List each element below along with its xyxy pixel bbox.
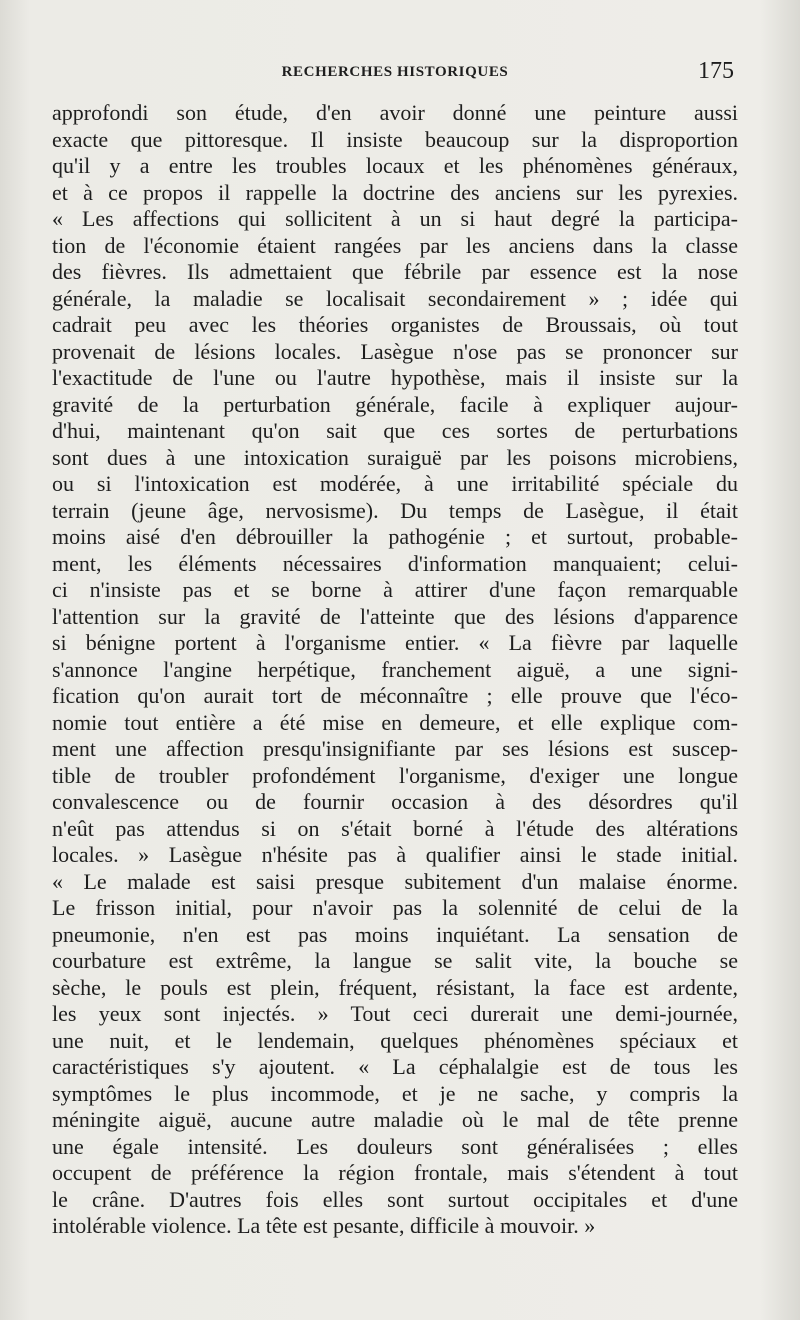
text-line: des fièvres. Ils admettaient que fébrile par essence est la nose: [52, 259, 738, 284]
text-line: exacte que pittoresque. Il insiste beaucoup sur la disproportion: [52, 126, 738, 152]
text-line: ment, les éléments nécessaires d'information manquaient; celui-: [52, 550, 738, 576]
text-line: moins aisé d'en débrouiller la pathogénie ; et surtout, probable-: [52, 524, 738, 549]
text-line: les yeux sont injectés. » Tout ceci durerait une demi-journée,: [52, 1001, 738, 1026]
text-line: si bénigne portent à l'organisme entier. « La fièvre par laquelle: [52, 630, 738, 655]
body-text: [52, 100, 738, 1240]
text-line: symptômes le plus incommode, et je ne sache, y compris la: [52, 1080, 738, 1106]
text-line: ou si l'intoxication est modérée, à une irritabilité spéciale du: [52, 471, 738, 496]
text-line: Le frisson initial, pour n'avoir pas la solennité de celui de la: [52, 895, 738, 920]
text-line: générale, la maladie se localisait secondairement » ; idée qui: [52, 285, 738, 311]
text-line: n'eût pas attendus si on s'était borné à l'étude des altérations: [52, 815, 738, 841]
text-line: ci n'insiste pas et se borne à attirer d'une façon remarquable: [52, 577, 738, 602]
text-line: occupent de préférence la région frontale, mais s'étendent à tout: [52, 1160, 738, 1185]
text-line: pneumonie, n'en est pas moins inquiétant. La sensation de: [52, 921, 738, 947]
text-line: « Le malade est saisi presque subitement d'un malaise énorme.: [52, 868, 738, 894]
text-line: courbature est extrême, la langue se salit vite, la bouche se: [52, 948, 738, 973]
text-line: d'hui, maintenant qu'on sait que ces sortes de perturbations: [52, 418, 738, 443]
text-line: nomie tout entière a été mise en demeure, et elle explique com-: [52, 709, 738, 735]
text-line: provenait de lésions locales. Lasègue n'ose pas se prononcer sur: [52, 338, 738, 364]
text-line: locales. » Lasègue n'hésite pas à qualifier ainsi le stade initial.: [52, 842, 738, 867]
text-line: ment une affection presqu'insignifiante par ses lésions est suscep-: [52, 736, 738, 761]
text-line: l'exactitude de l'une ou l'autre hypothèse, mais il insiste sur la: [52, 365, 738, 390]
text-line: tion de l'économie étaient rangées par les anciens dans la classe: [52, 232, 738, 258]
text-line: sèche, le pouls est plein, fréquent, résistant, la face est ardente,: [52, 974, 738, 1000]
text-line: terrain (jeune âge, nervosisme). Du temps de Lasègue, il était: [52, 497, 738, 523]
page-number: 175: [698, 58, 734, 84]
text-line: cadrait peu avec les théories organistes de Broussais, où tout: [52, 312, 738, 337]
text-line: fication qu'on aurait tort de méconnaître ; elle prouve que l'éco-: [52, 683, 738, 708]
text-line: le crâne. D'autres fois elles sont surtout occipitales et d'une: [52, 1186, 738, 1212]
text-line: sont dues à une intoxication suraiguë par les poisons microbiens,: [52, 444, 738, 470]
text-line: une égale intensité. Les douleurs sont généralisées ; elles: [52, 1133, 738, 1159]
text-line: approfondi son étude, d'en avoir donné une peinture aussi: [52, 100, 738, 125]
text-line: convalescence ou de fournir occasion à des désordres qu'il: [52, 789, 738, 814]
text-line: caractéristiques s'y ajoutent. « La céphalalgie est de tous les: [52, 1054, 738, 1079]
running-title: RECHERCHES HISTORIQUES: [281, 64, 509, 80]
text-line: s'annonce l'angine herpétique, franchement aiguë, a une signi-: [52, 656, 738, 682]
text-line: intolérable violence. La tête est pesante, difficile à mouvoir. »: [52, 1213, 596, 1238]
text-line: et à ce propos il rappelle la doctrine des anciens sur les pyrexies.: [52, 179, 738, 205]
text-line: qu'il y a entre les troubles locaux et les phénomènes généraux,: [52, 153, 738, 178]
page-header: [52, 58, 738, 88]
text-line: l'attention sur la gravité de l'atteinte que des lésions d'apparence: [52, 603, 738, 629]
text-line: tible de troubler profondément l'organisme, d'exiger une longue: [52, 762, 738, 788]
text-line: gravité de la perturbation générale, facile à expliquer aujour-: [52, 391, 738, 417]
text-line: « Les affections qui sollicitent à un si haut degré la participa-: [52, 206, 738, 231]
text-line: une nuit, et le lendemain, quelques phénomènes spéciaux et: [52, 1027, 738, 1053]
text-line: méningite aiguë, aucune autre maladie où le mal de tête prenne: [52, 1107, 738, 1132]
